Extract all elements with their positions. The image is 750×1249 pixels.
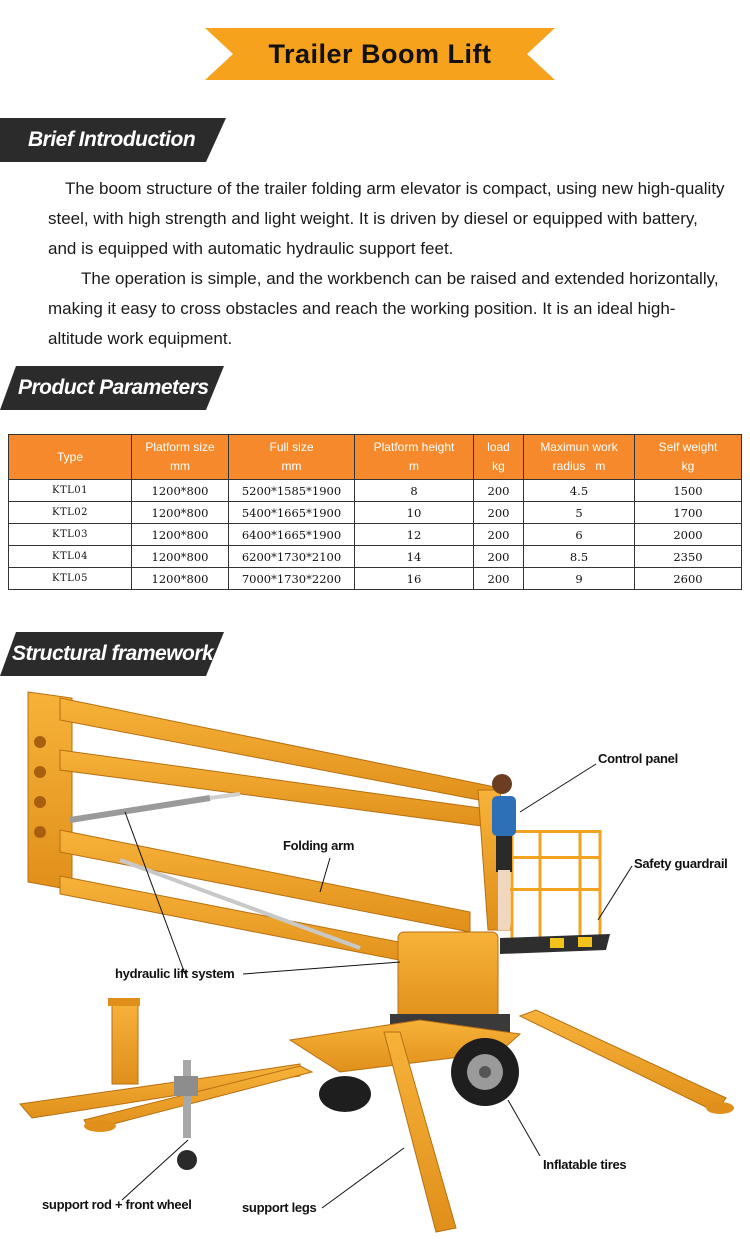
- callout-inflatable-tires: Inflatable tires: [543, 1157, 627, 1172]
- section-title-intro: Brief Introduction: [28, 128, 196, 151]
- intro-text: [48, 174, 728, 354]
- callout-support-rod-front-wheel: support rod + front wheel: [42, 1197, 192, 1212]
- table-row: KTL05 1200*800 7000*1730*2200 16 200 9 2600: [9, 568, 742, 590]
- header-type: Type: [9, 435, 132, 480]
- callout-hydraulic-lift-system: hydraulic lift system: [115, 966, 235, 981]
- callout-control-panel: Control panel: [598, 751, 678, 766]
- header-work-radius: Maximun work radius m: [524, 435, 635, 480]
- table-row: KTL04 1200*800 6200*1730*2100 14 200 8.5 2350: [9, 546, 742, 568]
- table-row: KTL01 1200*800 5200*1585*1900 8 200 4.5 1500: [9, 480, 742, 502]
- callout-support-legs: support legs: [242, 1200, 317, 1215]
- header-full-size: Full size mm: [229, 435, 355, 480]
- header-load: load kg: [474, 435, 524, 480]
- header-self-weight: Self weight kg: [635, 435, 742, 480]
- section-header-params: [0, 366, 224, 410]
- intro-paragraph-2: The operation is simple, and the workbench can be raised and extended horizontally, making it easy to cross obstacles and reach the working position. It is an ideal high-altitude work equipment.: [48, 269, 719, 348]
- table-header-row: [9, 435, 742, 480]
- callout-safety-guardrail: Safety guardrail: [634, 856, 728, 871]
- section-title-params: Product Parameters: [18, 376, 209, 399]
- page-title: Trailer Boom Lift: [268, 39, 492, 69]
- section-header-structure: [0, 632, 224, 676]
- table-row: KTL03 1200*800 6400*1665*1900 12 200 6 2000: [9, 524, 742, 546]
- table-row: KTL02 1200*800 5400*1665*1900 10 200 5 1700: [9, 502, 742, 524]
- header-platform-height: Platform height m: [355, 435, 474, 480]
- section-header-intro: [0, 118, 226, 162]
- title-banner: [205, 28, 555, 80]
- section-title-structure: Structural framework: [12, 642, 214, 665]
- header-platform-size: Platform size mm: [132, 435, 229, 480]
- callout-folding-arm: Folding arm: [283, 838, 355, 853]
- boom-lift-diagram: [0, 680, 750, 1244]
- intro-paragraph-1: The boom structure of the trailer folding arm elevator is compact, using new high-quality steel, with high strength and light weight. It is driven by diesel or equipped with battery, and is equipped with automatic hydraulic support feet.: [48, 179, 725, 258]
- parameters-table: [8, 434, 742, 590]
